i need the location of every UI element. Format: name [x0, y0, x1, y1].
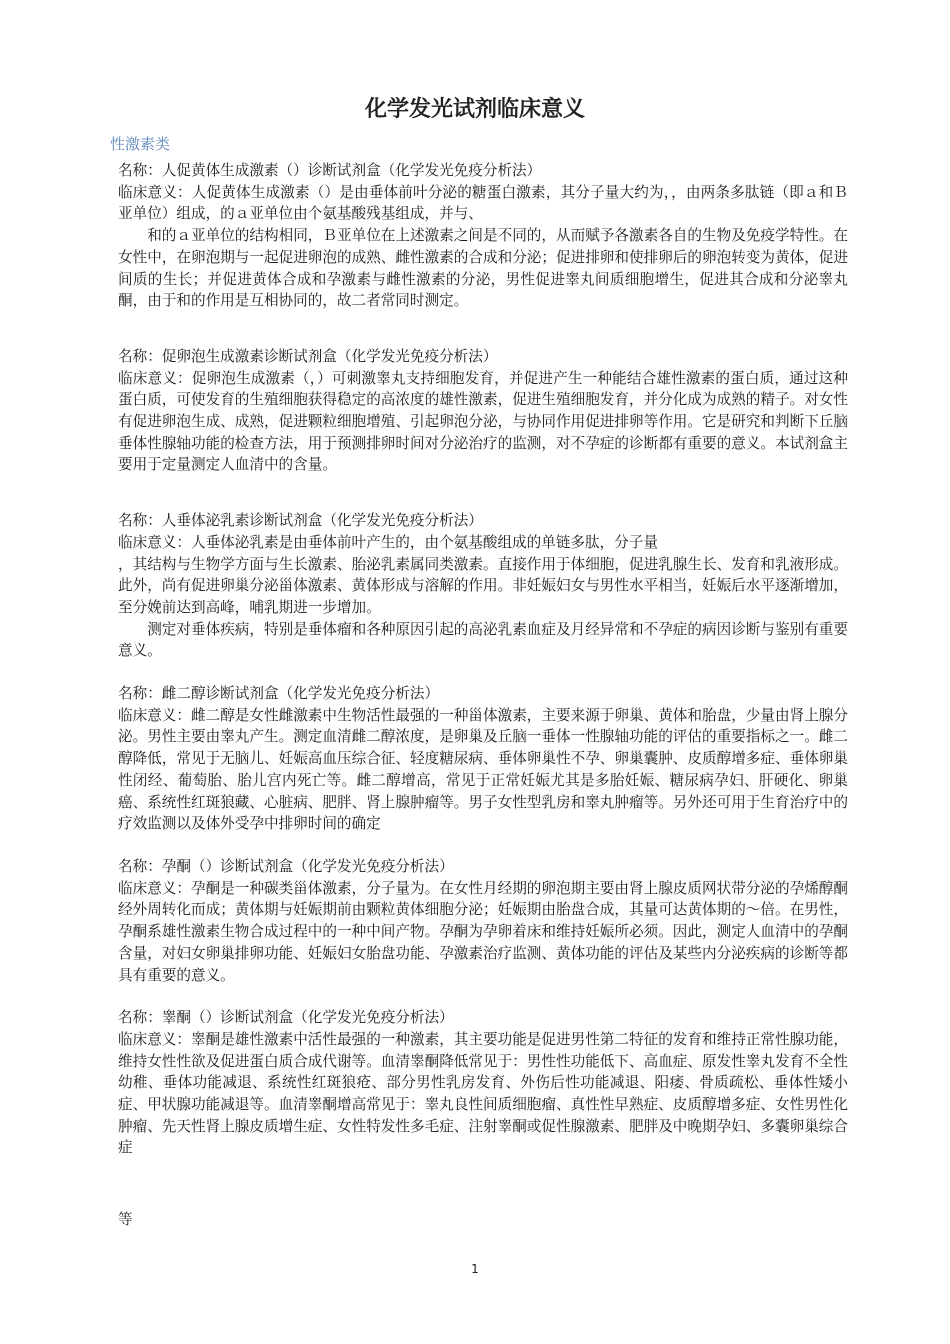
entry-e2 [118, 683, 848, 835]
entry-name: 名称：雌二醇诊断试剂盒（化学发光免疫分析法） [118, 685, 440, 703]
entry-name: 名称：睾酮（）诊断试剂盒（化学发光免疫分析法） [118, 1009, 454, 1027]
entry-name: 名称：人促黄体生成激素（）诊断试剂盒（化学发光免疫分析法） [118, 162, 542, 179]
trailing-text: 等 [118, 1211, 133, 1228]
entry-paragraph: ，其结构与生物学方面与生长激素、胎泌乳素属同类激素。直接作用于体细胞，促进乳腺生长、发育和乳液形成。此外，尚有促进卵巢分泌甾体激素、黄体形成与溶解的作用。非妊娠妇女与男性水平相当，妊娠后水平逐渐增加，至分娩前达到高峰，哺乳期进一步增加。 [118, 555, 848, 616]
page-number: 1 [471, 1262, 479, 1276]
entry-paragraph: 临床意义：促卵泡生成激素（，）可刺激睾丸支持细胞发育，并促进产生一种能结合雄性激素的蛋白质，通过这种蛋白质，可使发育的生殖细胞获得稳定的高浓度的雄性激素，促进生殖细胞发育，并分化成为成熟的精子。对女性有促进卵泡生成、成熟，促进颗粒细胞增殖、引起卵泡分泌，与协同作用促进排卵等作用。它是研究和判断下丘脑垂体性腺轴功能的检查方法，用于预测排卵时间对分泌治疗的监测，对不孕症的诊断都有重要的意义。本试剂盒主要用于定量测定人血清中的含量。 [118, 369, 848, 474]
entry-paragraph: 和的ａ亚单位的结构相同，Ｂ亚单位在上述激素之间是不同的，从而赋予各激素各自的生物及免疫学特性。在女性中，在卵泡期与一起促进卵泡的成熟、雌性激素的合成和分泌；促进排卵和使排卵后的卵泡转变为黄体，促进间质的生长；并促进黄体合成和孕激素与雌性激素的分泌，男性促进睾丸间质细胞增生，促进其合成和分泌睾丸酮，由于和的作用是互相协同的，故二者常同时测定。 [118, 227, 848, 310]
entry-name: 名称：促卵泡生成激素诊断试剂盒（化学发光免疫分析法） [118, 347, 498, 365]
entry-paragraph: 临床意义：睾酮是雄性激素中活性最强的一种激素，其主要功能是促进男性第二特征的发育和维持正常性腺功能，维持女性性欲及促进蛋白质合成代谢等。血清睾酮降低常见于：男性性功能低下、高血症、原发性睾丸发育不全性幼稚、垂体功能减退、系统性红斑狼疮、部分男性乳房发育、外伤后性功能减退、阳痿、骨质疏松、垂体性矮小症、甲状腺功能减退等。血清睾酮增高常见于：睾丸良性间质细胞瘤、真性性早熟症、皮质醇增多症、女性男性化肿瘤、先天性肾上腺皮质增生症、女性特发性多毛症、注射睾酮或促性腺激素、肥胖及中晚期孕妇、多囊卵巢综合症 [118, 1030, 848, 1157]
entry-name: 名称：人垂体泌乳素诊断试剂盒（化学发光免疫分析法） [118, 512, 483, 530]
entry-prl [118, 510, 848, 662]
entry-paragraph: 临床意义：孕酮是一种碳类甾体激素，分子量为。在女性月经期的卵泡期主要由肾上腺皮质网状带分泌的孕烯醇酮经外周转化而成；黄体期与妊娠期前由颗粒黄体细胞分泌；妊娠期由胎盘合成，其量可达黄体期的～倍。在男性，孕酮系雄性激素生物合成过程中的一种中间产物。孕酮为孕卵着床和维持妊娠所必须。因此，测定人血清中的孕酮含量，对妇女卵巢排卵功能、妊娠妇女胎盘功能、孕激素治疗监测、黄体功能的评估及某些内分泌疾病的诊断等都具有重要的意义。 [118, 879, 848, 984]
entry-prog [118, 856, 848, 986]
entry-testo [118, 1007, 848, 1159]
entry-lh [118, 160, 848, 312]
section-heading: 性激素类 [110, 135, 171, 153]
entry-paragraph: 临床意义：人促黄体生成激素（）是由垂体前叶分泌的糖蛋白激素，其分子量大约为，，由两条多肽链（即ａ和Ｂ亚单位）组成，的ａ亚单位由个氨基酸残基组成，并与、 [118, 183, 848, 223]
entry-paragraph: 临床意义：雌二醇是女性雌激素中生物活性最强的一种甾体激素，主要来源于卵巢、黄体和胎盘，少量由肾上腺分泌。男性主要由睾丸产生。测定血清雌二醇浓度，是卵巢及丘脑一垂体一性腺轴功能的评估的重要指标之一。雌二醇降低，常见于无脑儿、妊娠高血压综合征、轻度糖尿病、垂体卵巢性不孕、卵巢囊肿、皮质醇增多症、垂体卵巢性闭经、葡萄胎、胎儿宫内死亡等。雌二醇增高，常见于正常妊娠尤其是多胎妊娠、糖尿病孕妇、肝硬化、卵巢癌、系统性红斑狼藏、心脏病、肥胖、肾上腺肿瘤等。男子女性型乳房和睾丸肿瘤等。另外还可用于生育治疗中的疗效监测以及体外受孕中排卵时间的确定 [118, 706, 848, 833]
document-body [118, 160, 848, 1159]
entry-paragraph: 测定对垂体疾病，特别是垂体瘤和各种原因引起的高泌乳素血症及月经异常和不孕症的病因诊断与鉴别有重要意义。 [118, 620, 848, 660]
entry-name: 名称：孕酮（）诊断试剂盒（化学发光免疫分析法） [118, 857, 454, 875]
entry-paragraph: 临床意义：人垂体泌乳素是由垂体前叶产生的，由个氨基酸组成的单链多肽，分子量 [118, 533, 658, 551]
entry-fsh [118, 346, 848, 476]
document-title: 化学发光试剂临床意义 [364, 97, 585, 122]
